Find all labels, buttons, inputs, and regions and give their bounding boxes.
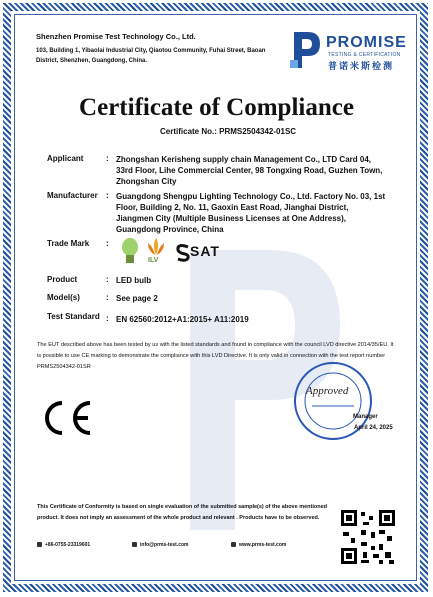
certificate-title: Certificate of Compliance [79,94,354,121]
sat-s-icon [176,244,190,262]
models-colon: : [106,293,109,302]
bulb-icon [120,237,140,267]
footer-disclaimer: This Certificate of Conformity is based on single evaluation of the submitted sample(s) of the above mentioned product. It does not imply an assessment of the whole product and relevant . Products have to be observed. [37,504,328,521]
applicant-value: Zhongshan Kerisheng supply chain Management Co., LTD Card 04, 33rd Floor, Lihe Commercial Center, 98 Tongxing Road, Guzhen Town, Zhongshan City [116,155,383,186]
approval-date: April 24, 2025 [354,425,393,431]
approval-signature: Approved [306,385,349,397]
company-name: Shenzhen Promise Test Technology Co., Ltd. [36,32,196,41]
phone-contact [37,542,90,548]
certificate-number: Certificate No.: PRMS2504342-01SC [160,127,297,136]
eut-statement: The EUT described above has been tested by us with the listed standards and found in compliance with the council LVD directive 2014/35/EU. It is possible to use CE marking to demonstrate the compliance with this LVD Directive. It is only valid in connection with the test report number PRMS2504342-01SR [37,342,394,370]
applicant-label: Applicant [47,154,84,163]
models-label: Model(s) [47,293,80,302]
ce-mark [38,400,96,436]
manufacturer-colon: : [106,191,109,200]
product-colon: : [106,275,109,284]
company-address: 103, Building 1, Yibaolai Industrial City, Qiaotou Community, Fuhai Street, Baoan District, Shenzhen, Guangdong, China. [36,48,266,64]
test-standard-value: EN 62560:2012+A1:2015+ A11:2019 [116,315,249,324]
manufacturer-label: Manufacturer [47,191,98,200]
globe-icon [231,542,236,547]
phone-icon [37,542,42,547]
test-standard-label: Test Standard [47,312,100,321]
manager-title: Manager [353,414,378,420]
website-text[interactable]: www.prms-test.com [239,542,287,548]
logo-subtitle: TESTING & CERTIFICATION [328,52,401,58]
website-contact[interactable] [231,542,286,548]
email-icon [132,542,137,547]
ilv-text: ILV [148,257,159,264]
promise-logo [288,28,407,72]
phone-text: +86-0755-23319601 [45,542,91,548]
product-label: Product [47,275,78,284]
ilv-flame-icon [144,237,168,257]
test-standard-colon: : [106,314,109,323]
manufacturer-value: Guangdong Shengpu Lighting Technology Co., Ltd. Factory No. 03, 1st Floor, Building 2, No. 11, Gaoxin East Road, Jianghai District, Jiangmen City (Multiple Business Licenses at One Address), Guangdong Province, China [116,192,386,234]
promise-logo-icon [288,30,322,70]
trademark-colon: : [106,239,109,248]
models-value: See page 2 [116,294,158,303]
logo-chinese: 普诺米斯检测 [328,61,395,71]
applicant-colon: : [106,154,109,163]
qr-code [339,508,397,566]
product-value: LED bulb [116,276,152,285]
trademark-logos [120,237,240,269]
trademark-label: Trade Mark [47,239,90,248]
sat-text: SAT [190,243,220,259]
company-info [36,32,286,66]
email-text[interactable]: info@prms-test.com [140,542,189,548]
logo-name: PROMISE [326,34,407,51]
email-contact[interactable] [132,542,189,548]
